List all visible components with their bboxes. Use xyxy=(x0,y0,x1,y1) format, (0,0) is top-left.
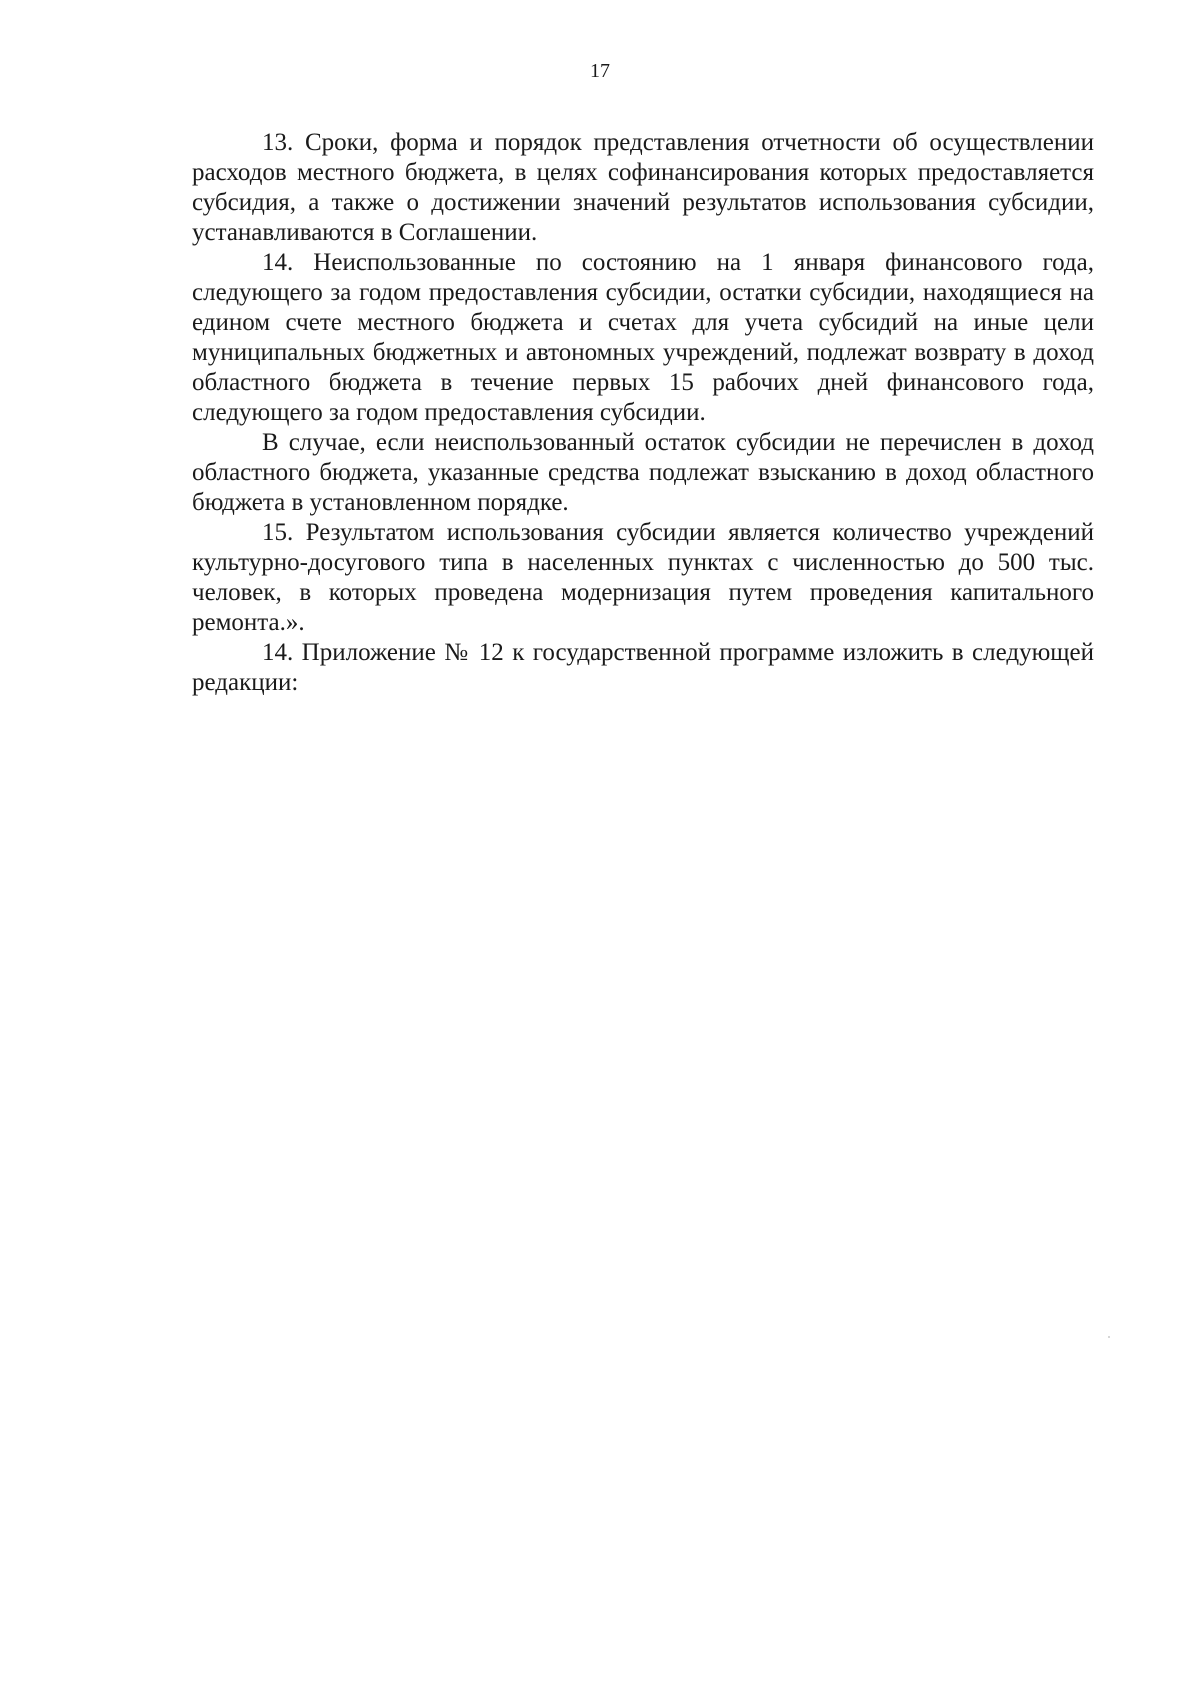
paragraph-recovery-clause: В случае, если неиспользованный остаток субсидии не перечислен в доход областного бюджета, указанные средства подлежат взысканию в доход областного бюджета в установленном порядке. xyxy=(192,429,1094,516)
paragraph-item-15: 15. Результатом использования субсидии является количество учреждений культурно-досугового типа в населенных пунктах с численностью до 500 тыс. человек, в которых проведена модернизация путем проведения капитального ремонта.». xyxy=(192,519,1094,636)
paragraph-item-14-unused-balances: 14. Неиспользованные по состоянию на 1 января финансового года, следующего за годом предоставления субсидии, остатки субсидии, находящиеся на едином счете местного бюджета и счетах для учета субсидий на иные цели муниципальных бюджетных и автономных учреждений, подлежат возврату в доход областного бюджета в течение первых 15 рабочих дней финансового года, следующего за годом предоставления субсидии. xyxy=(192,249,1094,426)
document-body xyxy=(192,128,1094,698)
page-number: 17 xyxy=(590,60,610,82)
paragraph-item-13: 13. Сроки, форма и порядок представления отчетности об осуществлении расходов местного бюджета, в целях софинансирования которых предоставляется субсидия, а также о достижении значений результатов использования субсидии, устанавливаются в Соглашении. xyxy=(192,129,1094,246)
scan-artifact xyxy=(1108,1336,1110,1338)
paragraph-amendment-14-appendix-12: 14. Приложение № 12 к государственной программе изложить в следующей редакции: xyxy=(192,639,1094,696)
